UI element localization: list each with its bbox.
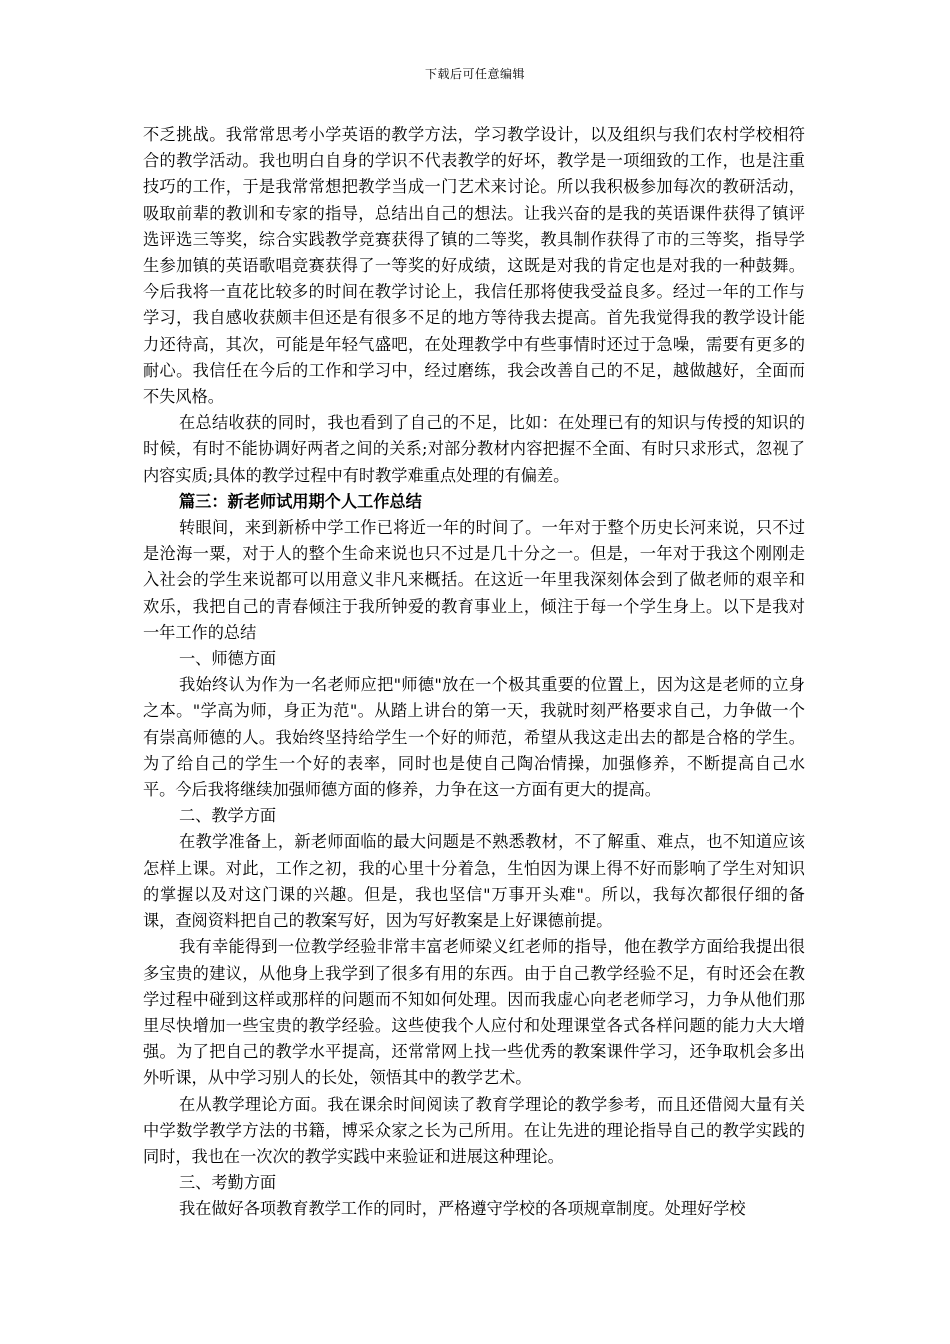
document-body xyxy=(143,122,805,1223)
paragraph-theory: 在从教学理论方面。我在课余时间阅读了教育学理论的教学参考，而且还借阅大量有关中学数学教学方法的书籍，博采众家之长为己所用。在让先进的理论指导自己的教学实践的同时，我也在一次次的教学实践中来验证和进展这种理论。 xyxy=(143,1094,805,1166)
subheading-attendance: 三、考勤方面 xyxy=(179,1173,277,1193)
section-heading: 篇三：新老师试用期个人工作总结 xyxy=(179,491,422,511)
paragraph-continuation: 不乏挑战。我常常思考小学英语的教学方法，学习教学设计，以及组织与我们农村学校相符合的教学活动。我也明白自身的学识不代表教学的好坏，教学是一项细致的工作，也是注重技巧的工作，于是我常常想把教学当成一门艺术来讨论。所以我积极参加每次的教研活动，吸取前辈的教训和专家的指导，总结出自己的想法。让我兴奋的是我的英语课件获得了镇评选评选三等奖，综合实践教学竞赛获得了镇的二等奖，教具制作获得了市的三等奖，指导学生参加镇的英语歌唱竞赛获得了一等奖的好成绩，这既是对我的肯定也是对我的一种鼓舞。今后我将一直花比较多的时间在教学讨论上，我信任那将使我受益良多。经过一年的工作与学习，我自感收获颇丰但还是有很多不足的地方等待我去提高。首先我觉得我的教学设计能力还待高，其次，可能是年轻气盛吧，在处理教学中有些事情时还过于急噪，需要有更多的耐心。我信任在今后的工作和学习中，经过磨练，我会改善自己的不足，越做越好，全面而不失风格。 xyxy=(143,125,805,407)
header-note: 下载后可任意编辑 xyxy=(424,67,525,81)
paragraph-attendance: 我在做好各项教育教学工作的同时，严格遵守学校的各项规章制度。处理好学校 xyxy=(179,1199,746,1219)
paragraph-teaching-prep: 在教学准备上，新老师面临的最大问题是不熟悉教材，不了解重、难点，也不知道应该怎样上课。对此，工作之初，我的心里十分着急，生怕因为课上得不好而影响了学生对知识的掌握以及对这门课的兴趣。但是，我也坚信"万事开头难"。所以，我每次都很仔细的备课，查阅资料把自己的教案写好，因为写好教案是上好课德前提。 xyxy=(143,832,805,931)
subheading-teaching: 二、教学方面 xyxy=(179,806,277,826)
subheading-ethics: 一、师德方面 xyxy=(179,649,277,669)
paragraph-mentor: 我有幸能得到一位教学经验非常丰富老师梁义红老师的指导，他在教学方面给我提出很多宝贵的建议，从他身上我学到了很多有用的东西。由于自己教学经验不足，有时还会在教学过程中碰到这样或那样的问题而不知如何处理。因而我虚心向老老师学习，力争从他们那里尽快增加一些宝贵的教学经验。这些使我个人应付和处理课堂各式各样问题的能力大大增强。为了把自己的教学水平提高，还常常网上找一些优秀的教案课件学习，还争取机会多出外听课，从中学习别人的长处，领悟其中的教学艺术。 xyxy=(143,937,805,1088)
paragraph-ethics: 我始终认为作为一名老师应把"师德"放在一个极其重要的位置上，因为这是老师的立身之本。"学高为师，身正为范"。从踏上讲台的第一天，我就时刻严格要求自己，力争做一个有崇高师德的人。我始终坚持给学生一个好的师范，希望从我这走出去的都是合格的学生。为了给自己的学生一个好的表率，同时也是使自己陶冶情操，加强修养，不断提高自己水平。今后我将继续加强师德方面的修养，力争在这一方面有更大的提高。 xyxy=(143,675,805,800)
paragraph-shortcomings: 在总结收获的同时，我也看到了自己的不足，比如：在处理已有的知识与传授的知识的时候，有时不能协调好两者之间的关系;对部分教材内容把握不全面、有时只求形式，忽视了内容实质;具体的教学过程中有时教学难重点处理的有偏差。 xyxy=(143,413,805,485)
paragraph-intro: 转眼间，来到新桥中学工作已将近一年的时间了。一年对于整个历史长河来说，只不过是沧海一粟，对于人的整个生命来说也只不过是几十分之一。但是，一年对于我这个刚刚走入社会的学生来说都可以用意义非凡来概括。在这近一年里我深刻体会到了做老师的艰辛和欢乐，我把自己的青春倾注于我所钟爱的教育事业上，倾注于每一个学生身上。以下是我对一年工作的总结 xyxy=(143,518,805,642)
